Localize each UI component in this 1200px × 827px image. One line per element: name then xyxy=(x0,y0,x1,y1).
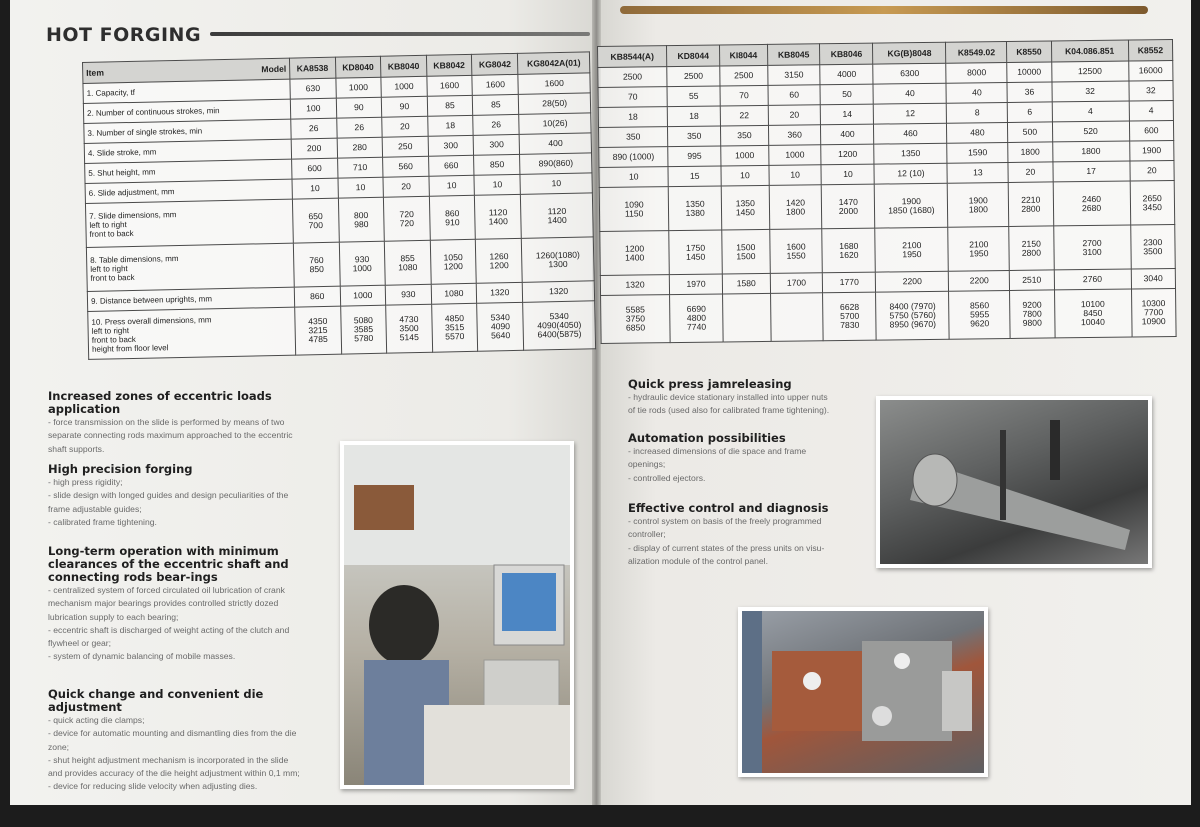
table-cell: 1320 xyxy=(476,282,523,303)
section-line: zone; xyxy=(48,741,70,752)
model-header: K8550 xyxy=(1007,41,1052,63)
section-line: - slide design with longed guides and design peculiarities of the xyxy=(48,490,289,501)
table-cell: 660 xyxy=(428,155,474,176)
table-cell: 1600 xyxy=(427,75,473,96)
table-cell: 40 xyxy=(946,82,1007,103)
table-cell: 1120 1400 xyxy=(475,194,522,239)
model-header: KD8044 xyxy=(667,45,720,67)
table-cell: 10 xyxy=(821,164,874,185)
table-cell: 1350 1380 xyxy=(668,186,721,231)
section-line: frame adjustable guides; xyxy=(48,503,142,514)
header-item: Item xyxy=(86,67,105,78)
table-cell: 28(50) xyxy=(519,93,591,114)
section-control-diagnosis xyxy=(628,502,856,568)
table-cell: 1000 xyxy=(381,76,427,97)
table-cell: 860 910 xyxy=(429,195,475,240)
table-cell: 1090 1150 xyxy=(599,187,669,232)
section-body xyxy=(48,476,330,529)
table-cell: 18 xyxy=(427,115,473,136)
model-header: KG8042A(01) xyxy=(518,52,590,74)
section-body xyxy=(628,391,858,418)
table-cell: 1580 xyxy=(722,273,770,294)
table-cell: 4 xyxy=(1052,101,1129,122)
page-title: HOT FORGING xyxy=(46,24,202,46)
table-cell: 26 xyxy=(291,118,337,139)
table-cell: 1000 xyxy=(340,285,386,306)
press-frame-photo xyxy=(738,607,988,777)
section-line: controller; xyxy=(628,529,666,540)
table-cell: 85 xyxy=(427,95,473,116)
title-rule xyxy=(210,32,590,36)
section-body xyxy=(48,584,330,664)
table-cell: 8560 5955 9620 xyxy=(949,290,1010,339)
section-eccentric-loads xyxy=(48,390,328,456)
office-photo-art xyxy=(344,445,570,785)
model-header: KB8544(A) xyxy=(598,46,667,68)
table-cell: 890(860) xyxy=(520,153,592,174)
table-cell: 2500 xyxy=(598,67,667,88)
table-cell: 2460 2680 xyxy=(1053,181,1131,226)
table-cell: 50 xyxy=(820,84,873,105)
table-cell: 55 xyxy=(667,86,720,107)
frame-photo-art xyxy=(742,611,984,773)
table-cell: 20 xyxy=(1130,160,1175,181)
table-row xyxy=(599,180,1174,231)
table-cell: 600 xyxy=(1129,120,1174,141)
model-header: KD8040 xyxy=(335,56,381,78)
table-cell: 13 xyxy=(947,162,1008,183)
section-line: - hydraulic device stationary installed into upper nuts xyxy=(628,392,828,402)
model-header: KA8538 xyxy=(289,57,335,79)
table-cell: 1970 xyxy=(670,274,723,295)
table-cell: 5080 3585 5780 xyxy=(340,305,387,354)
table-cell: 10 xyxy=(721,165,769,186)
table-cell: 760 850 xyxy=(293,242,339,287)
table-cell: 1500 1500 xyxy=(722,229,770,274)
eccentric-shaft-photo xyxy=(876,396,1152,568)
table-cell: 300 xyxy=(428,135,474,156)
table-cell: 2650 3450 xyxy=(1130,180,1175,225)
table-cell: 16000 xyxy=(1128,60,1173,81)
table-cell: 1320 xyxy=(600,275,669,296)
table-cell: 1900 xyxy=(1129,140,1174,161)
model-header: KB8046 xyxy=(820,43,873,65)
model-header: KG(B)8048 xyxy=(873,42,946,64)
table-cell: 3040 xyxy=(1131,268,1176,289)
table-cell: 350 xyxy=(721,125,769,146)
table-cell: 4 xyxy=(1129,100,1174,121)
table-cell xyxy=(770,293,823,342)
section-automation xyxy=(628,432,853,485)
table-cell: 1260(1080) 1300 xyxy=(522,237,595,282)
table-row xyxy=(601,288,1177,343)
table-cell: 1120 1400 xyxy=(521,193,594,238)
table-cell: 70 xyxy=(598,87,667,108)
table-cell: 1080 xyxy=(431,283,477,304)
table-cell: 10100 8450 10040 xyxy=(1054,289,1132,338)
header-rule xyxy=(620,6,1148,14)
table-cell: 6690 4800 7740 xyxy=(670,294,723,343)
section-line: of tie rods (used also for calibrated frame tightening). xyxy=(628,405,830,416)
section-line: - high press rigidity; xyxy=(48,477,123,487)
table-cell: 2150 2800 xyxy=(1009,226,1054,271)
table-cell: 9200 7800 9800 xyxy=(1010,290,1055,339)
section-line: openings; xyxy=(628,459,666,470)
table-cell: 1000 xyxy=(768,145,821,166)
table-cell: 2700 3100 xyxy=(1053,225,1131,270)
section-jamreleasing xyxy=(628,378,858,418)
table-cell: 2100 1950 xyxy=(875,227,949,272)
table-cell: 360 xyxy=(768,125,821,146)
table-cell: 1770 xyxy=(823,272,876,293)
table-cell: 17 xyxy=(1052,161,1129,182)
section-line: - controlled ejectors. xyxy=(628,472,706,483)
table-cell: 22 xyxy=(720,105,768,126)
section-title: Quick change and convenient die adjustment xyxy=(48,687,264,714)
table-cell: 26 xyxy=(473,114,520,135)
section-line: - force transmission on the slide is performed by means of two xyxy=(48,417,285,427)
table-cell: 20 xyxy=(1008,162,1053,183)
table-cell: 18 xyxy=(598,107,667,128)
section-title: Automation possibilities xyxy=(628,431,786,445)
section-line: - calibrated frame tightening. xyxy=(48,516,157,527)
table-cell: 10 xyxy=(292,178,338,199)
table-cell: 1600 1550 xyxy=(769,229,822,274)
table-cell: 2200 xyxy=(876,271,949,292)
table-cell: 32 xyxy=(1051,81,1128,102)
table-cell: 4850 3515 5570 xyxy=(431,303,478,352)
table-cell: 200 xyxy=(291,138,337,159)
table-cell: 1260 1200 xyxy=(476,238,523,283)
section-line: - display of current states of the press units on visu- xyxy=(628,542,825,553)
table-cell: 630 xyxy=(290,78,336,99)
table-cell: 350 xyxy=(598,127,667,148)
table-cell: 860 xyxy=(294,286,340,307)
table-cell: 1320 xyxy=(523,281,595,302)
model-header: KG8042 xyxy=(472,53,519,75)
table-cell: 10 xyxy=(338,177,384,198)
table-cell: 5340 4090 5640 xyxy=(477,302,524,351)
table-cell: 2210 2800 xyxy=(1008,182,1053,227)
table-cell: 890 (1000) xyxy=(599,147,668,168)
param-label: 8. Table dimensions, mm left to right front to back xyxy=(86,243,294,291)
table-cell: 1050 1200 xyxy=(430,239,476,284)
table-cell: 32 xyxy=(1129,80,1174,101)
table-cell: 1200 xyxy=(821,144,874,165)
param-label: 9. Distance between uprights, mm xyxy=(87,287,294,311)
section-title: Quick press jamreleasing xyxy=(628,377,792,391)
table-cell: 85 xyxy=(473,94,520,115)
table-cell: 710 xyxy=(337,157,383,178)
table-cell: 520 xyxy=(1052,121,1129,142)
table-cell: 1750 1450 xyxy=(669,230,722,275)
table-cell: 3150 xyxy=(767,65,820,86)
section-line: lubrication supply to each bearing; xyxy=(48,611,179,622)
table-cell: 10(26) xyxy=(519,113,591,134)
table-cell: 8400 (7970) 5750 (5760) 8950 (9670) xyxy=(876,291,950,340)
table-cell: 400 xyxy=(821,124,874,145)
section-line: flywheel or gear; xyxy=(48,638,112,649)
table-cell: 4730 3500 5145 xyxy=(386,304,433,353)
table-cell: 1350 xyxy=(874,143,947,164)
table-cell: 800 980 xyxy=(338,197,384,242)
table-cell: 1000 xyxy=(721,145,769,166)
section-line: separate connecting rods maximum approached to the eccentric xyxy=(48,430,293,441)
section-line: - eccentric shaft is discharged of weight acting of the clutch and xyxy=(48,624,290,635)
table-cell: 1470 2000 xyxy=(822,184,875,229)
section-long-term-operation xyxy=(48,545,330,664)
table-cell: 8 xyxy=(947,102,1008,123)
param-label: 3. Number of single strokes, min xyxy=(84,119,291,143)
section-line: - shut height adjustment mechanism is incorporated in the slide xyxy=(48,754,289,765)
table-cell: 4350 3215 4785 xyxy=(295,306,342,355)
table-cell: 2100 1950 xyxy=(948,226,1009,271)
table-cell: 400 xyxy=(520,133,592,154)
section-title: Effective control and diagnosis xyxy=(628,501,829,515)
table-cell: 1680 1620 xyxy=(822,228,875,273)
table-cell: 1700 xyxy=(770,273,823,294)
table-cell: 90 xyxy=(336,97,382,118)
table-cell: 10 xyxy=(520,173,592,194)
section-line: mechanism major bearings provides controlled strictly dozed xyxy=(48,598,279,609)
model-header: KB8042 xyxy=(426,54,472,76)
section-line: alization module of the control panel. xyxy=(628,555,768,566)
table-cell: 930 xyxy=(385,284,431,305)
table-cell: 6300 xyxy=(873,63,946,84)
section-title: High precision forging xyxy=(48,462,193,476)
section-body xyxy=(628,445,853,485)
param-label: 5. Shut height, mm xyxy=(85,159,292,183)
param-label: 1. Capacity, tf xyxy=(83,79,290,103)
table-cell: 12 (10) xyxy=(874,163,947,184)
table-cell: 1600 xyxy=(472,74,519,95)
table-cell: 280 xyxy=(337,137,383,158)
table-cell: 10 xyxy=(429,175,475,196)
table-cell: 20 xyxy=(383,176,429,197)
table-cell: 855 1080 xyxy=(384,240,430,285)
table-cell: 6 xyxy=(1007,102,1052,123)
table-cell: 2510 xyxy=(1009,270,1054,291)
section-line: - system of dynamic balancing of mobile masses. xyxy=(48,651,236,662)
section-line: - increased dimensions of die space and frame xyxy=(628,446,807,456)
model-header: K8552 xyxy=(1128,39,1173,61)
table-cell: 12 xyxy=(874,103,947,124)
model-header: KB8045 xyxy=(767,44,820,66)
table-cell: 1900 1800 xyxy=(948,182,1009,227)
param-label: 2. Number of continuous strokes, min xyxy=(83,99,290,123)
param-label: 10. Press overall dimensions, mm left to right front to back height from floor level xyxy=(88,307,296,359)
model-header: K8549.02 xyxy=(946,41,1007,63)
table-cell: 90 xyxy=(381,96,427,117)
table-cell xyxy=(723,293,771,342)
table-cell: 10 xyxy=(769,165,822,186)
table-cell: 850 xyxy=(474,154,521,175)
section-body xyxy=(48,416,328,456)
table-cell: 1200 1400 xyxy=(600,231,670,276)
section-line: - control system on basis of the freely programmed xyxy=(628,516,822,526)
table-cell: 70 xyxy=(720,85,768,106)
table-cell: 300 xyxy=(473,134,520,155)
table-cell: 100 xyxy=(290,98,336,119)
table-cell: 10 xyxy=(474,174,521,195)
section-line: - device for automatic mounting and dismantling dies from the die xyxy=(48,728,297,739)
table-cell: 15 xyxy=(668,166,721,187)
table-cell: 26 xyxy=(336,117,382,138)
table-cell: 40 xyxy=(873,83,946,104)
table-cell: 995 xyxy=(668,146,721,167)
shaft-photo-art xyxy=(880,400,1148,564)
table-cell: 2200 xyxy=(949,270,1010,291)
table-cell: 36 xyxy=(1007,82,1052,103)
section-high-precision xyxy=(48,463,330,529)
table-cell: 650 700 xyxy=(292,198,338,243)
model-header: KI8044 xyxy=(720,44,768,66)
table-cell: 2500 xyxy=(720,65,768,86)
table-cell: 1000 xyxy=(335,77,381,98)
table-cell: 1420 1800 xyxy=(769,185,822,230)
table-cell: 10300 7700 10900 xyxy=(1131,288,1176,337)
section-line: - device for reducing slide velocity when adjusting dies. xyxy=(48,781,258,792)
spec-table-left xyxy=(82,51,596,360)
table-cell: 600 xyxy=(292,158,338,179)
table-cell: 4000 xyxy=(820,64,873,85)
table-cell: 20 xyxy=(768,105,821,126)
table-cell: 18 xyxy=(667,106,720,127)
table-cell: 560 xyxy=(383,156,429,177)
table-cell: 930 1000 xyxy=(339,241,385,286)
table-cell: 20 xyxy=(382,116,428,137)
table-cell: 250 xyxy=(382,136,428,157)
table-cell: 5585 3750 6850 xyxy=(601,295,671,344)
table-cell: 1800 xyxy=(1008,142,1053,163)
section-body xyxy=(48,714,330,794)
param-label: 4. Slide stroke, mm xyxy=(84,139,291,163)
section-line: - centralized system of forced circulated oil lubrication of crank xyxy=(48,585,285,595)
section-line: and provides accuracy of the die height adjustment within 0,1 mm; xyxy=(48,768,300,779)
spec-table-right xyxy=(597,39,1177,344)
table-cell: 1600 xyxy=(518,73,590,94)
model-header: KB8040 xyxy=(381,55,427,77)
table-cell: 460 xyxy=(874,123,947,144)
table-cell: 14 xyxy=(821,104,874,125)
table-cell: 5340 4090(4050) 6400(5875) xyxy=(523,301,596,350)
section-title: Increased zones of eccentric loads application xyxy=(48,389,272,416)
section-line: shaft supports. xyxy=(48,443,105,454)
table-cell: 2760 xyxy=(1054,269,1131,290)
table-cell: 350 xyxy=(668,126,721,147)
section-die-adjustment xyxy=(48,688,330,794)
table-cell: 500 xyxy=(1008,122,1053,143)
table-cell: 2500 xyxy=(667,66,720,87)
table-cell: 12500 xyxy=(1051,61,1128,82)
table-cell: 10 xyxy=(599,167,668,188)
table-cell: 720 720 xyxy=(384,196,430,241)
header-model: Model xyxy=(261,63,287,75)
table-cell: 1590 xyxy=(947,142,1008,163)
table-row xyxy=(88,301,596,360)
table-cell: 1900 1850 (1680) xyxy=(875,183,949,228)
section-title: Long-term operation with minimum clearances of the eccentric shaft and connecting rods bear-ings xyxy=(48,544,289,584)
section-body xyxy=(628,515,856,568)
param-label: 6. Slide adjustment, mm xyxy=(85,179,292,203)
table-cell: 6628 5700 7830 xyxy=(823,292,876,341)
table-cell: 60 xyxy=(768,85,821,106)
table-cell: 1350 1450 xyxy=(721,185,769,230)
param-label: 7. Slide dimensions, mm left to right front to back xyxy=(85,199,293,247)
table-cell: 8000 xyxy=(946,62,1007,83)
table-row xyxy=(600,224,1175,275)
section-line: - quick acting die clamps; xyxy=(48,715,145,725)
table-cell: 480 xyxy=(947,122,1008,143)
table-cell: 10000 xyxy=(1007,62,1052,83)
table-cell: 1800 xyxy=(1052,141,1129,162)
table-cell: 2300 3500 xyxy=(1130,224,1175,269)
office-photo xyxy=(340,441,574,789)
model-header: K04.086.851 xyxy=(1051,40,1128,62)
